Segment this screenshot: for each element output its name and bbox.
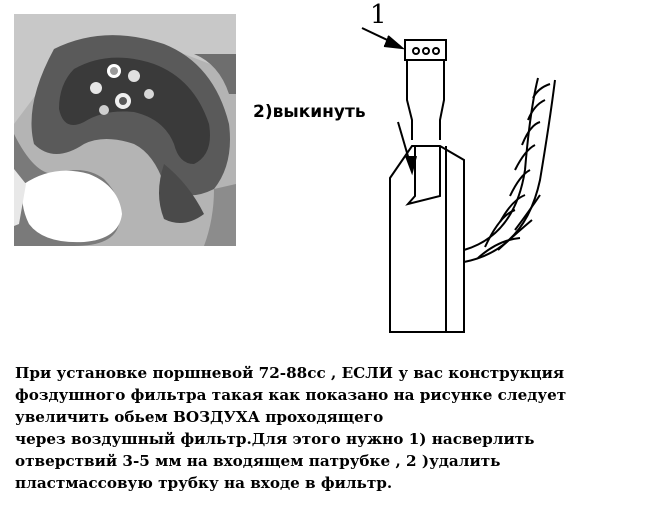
- filter-inlet-photo: [14, 14, 236, 246]
- instruction-text: [15, 362, 665, 494]
- filter-diagram: [250, 0, 670, 340]
- callout-label-1: 1: [370, 0, 387, 30]
- caption-line: через воздушный фильтр.Для этого нужно 1) насверлить: [15, 430, 535, 448]
- callout-label-2: 2)выкинуть: [253, 102, 366, 122]
- caption-line: увеличить обьем ВОЗДУХА проходящего: [15, 408, 384, 426]
- caption-line: фоздушного фильтра такая как показано на рисунке следует: [15, 386, 567, 404]
- caption-line: отверствий 3-5 мм на входящем патрубке , 2 )удалить: [15, 452, 501, 470]
- caption-line: пластмассовую трубку на входе в фильтр.: [15, 474, 393, 492]
- caption-line: При установке поршневой 72-88сс , ЕСЛИ у вас конструкция: [15, 364, 565, 382]
